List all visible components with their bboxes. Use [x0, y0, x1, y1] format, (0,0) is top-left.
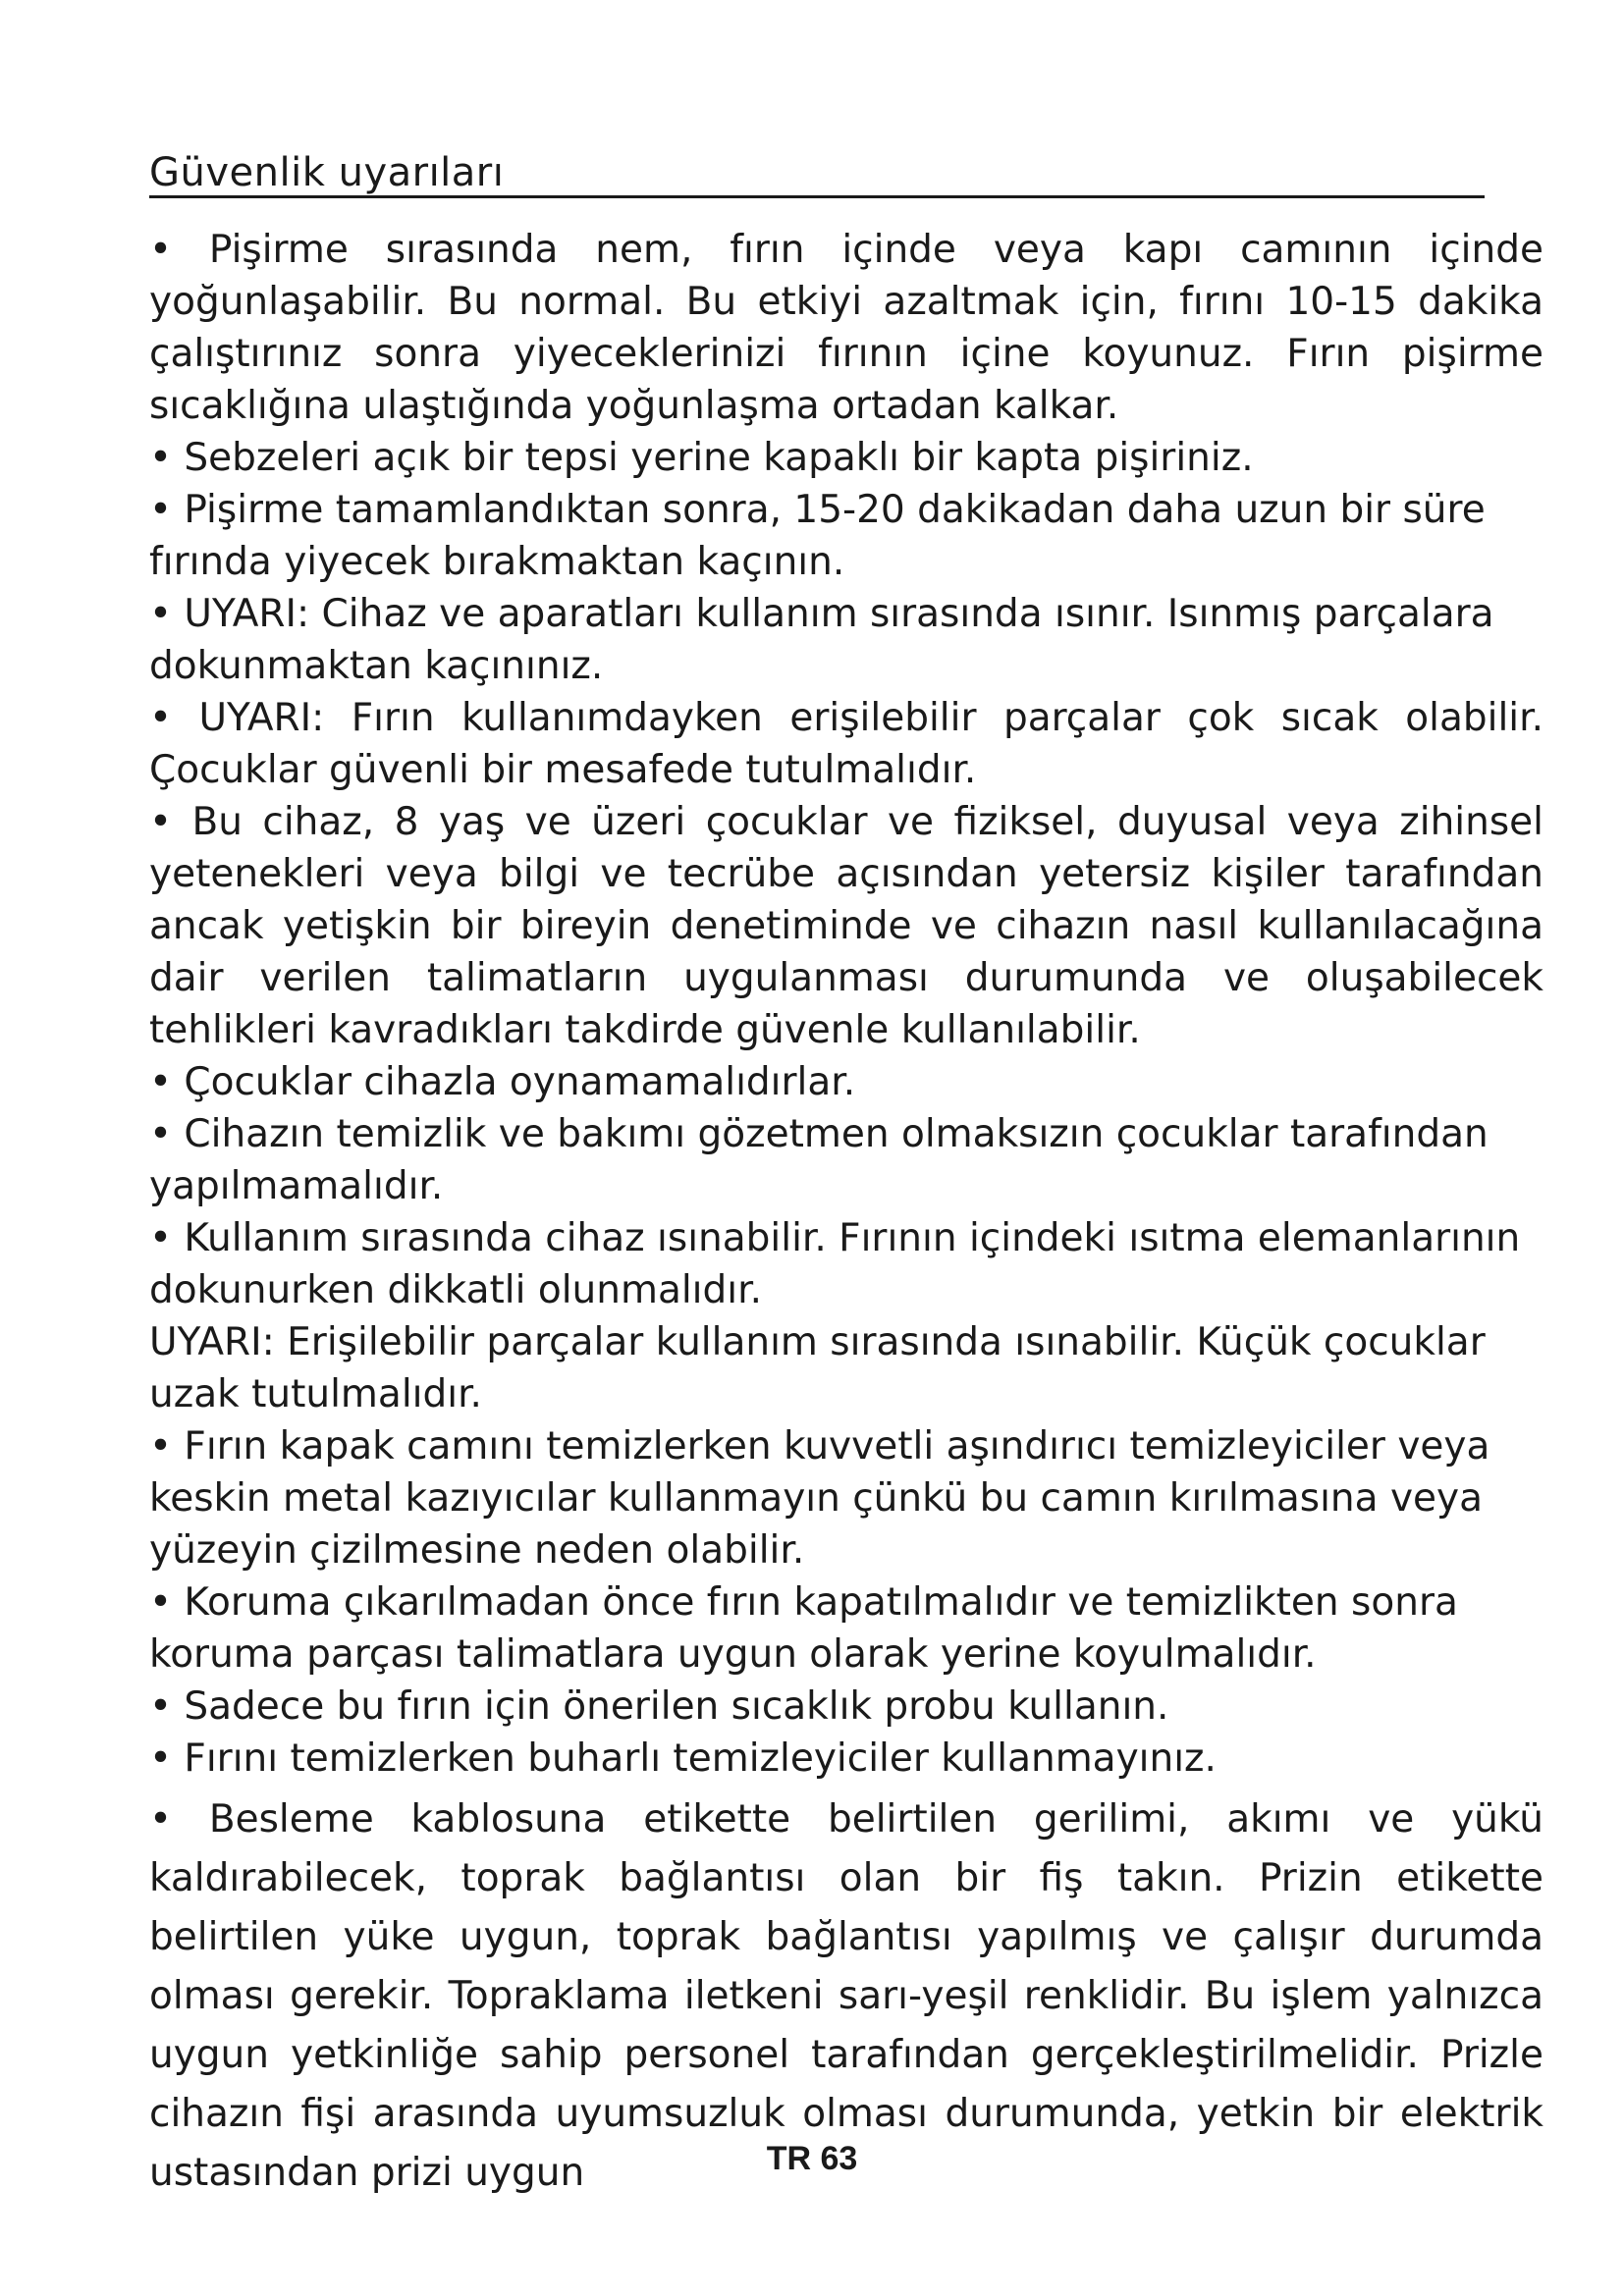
warning-temperature-probe: • Sadece bu fırın için önerilen sıcaklık probu kullanın.	[149, 1684, 1169, 1729]
safety-warnings-body	[149, 224, 1543, 2203]
warning-children-play: • Çocuklar cihazla oynamamalıdırlar.	[149, 1060, 856, 1104]
warning-covered-dish: • Sebzeleri açık bir tepsi yerine kapaklı bir kapta pişiriniz.	[149, 436, 1254, 480]
warning-condensation: • Pişirme sırasında nem, fırın içinde veya kapı camının içinde yoğunlaşabilir. Bu normal. Bu etkiyi azaltmak için, fırını 10-15 dakika çalıştırınız sonra yiyeceklerinizi fırının içine koyunuz. Fırın pişirme sıcaklığına ulaştığında yoğunlaşma ortadan kalkar.	[149, 228, 1543, 428]
warning-door-glass-cleaning: • Fırın kapak camını temizlerken kuvvetli aşındırıcı temizleyiciler veya keskin metal kazıyıcılar kullanmayın çünkü bu camın kırılmasına veya yüzeyin çizilmesine neden olabilir.	[149, 1424, 1490, 1573]
section-title: Güvenlik uyarıları	[149, 150, 505, 195]
warning-food-left-in-oven: • Pişirme tamamlandıktan sonra, 15-20 dakikadan daha uzun bir süre fırında yiyecek bırakmaktan kaçının.	[149, 488, 1486, 584]
page-number: TR 63	[766, 2140, 858, 2177]
warning-children-supervision: • Bu cihaz, 8 yaş ve üzeri çocuklar ve fiziksel, duyusal veya zihinsel yetenekleri veya bilgi ve tecrübe açısından yetersiz kişiler tarafından ancak yetişkin bir bireyin denetiminde ve cihazın nasıl kullanılacağına dair verilen talimatların uygulanması durumunda ve oluşabilecek tehlikleri kavradıkları takdirde güvenle kullanılabilir.	[149, 800, 1543, 1052]
title-underline	[149, 195, 1485, 198]
warning-keep-children-away: UYARI: Erişilebilir parçalar kullanım sırasında ısınabilir. Küçük çocuklar uzak tutulmalıdır.	[149, 1320, 1486, 1416]
warning-grounded-plug: • Besleme kablosuna etikette belirtilen gerilimi, akımı ve yükü kaldırabilecek, toprak bağlantısı olan bir fiş takın. Prizin etikette belirtilen yüke uygun, toprak bağlantısı yapılmış ve çalışır durumda olması gerekir. Topraklama iletkeni sarı-yeşil renklidir. Bu işlem yalnızca uygun yetkinliğe sahip personel tarafından gerçekleştirilmelidir. Prizle cihazın fişi arasında uyumsuzluk olması durumunda, yetkin bir elektrik ustasından prizi uygun	[149, 1797, 1543, 2195]
warning-guard-removal: • Koruma çıkarılmadan önce fırın kapatılmalıdır ve temizlikten sonra koruma parçası talimatlara uygun olarak yerine koyulmalıdır.	[149, 1580, 1458, 1677]
warning-accessible-parts-hot: • UYARI: Fırın kullanımdayken erişilebilir parçalar çok sıcak olabilir. Çocuklar güvenli bir mesafede tutulmalıdır.	[149, 696, 1543, 792]
warning-steam-cleaners: • Fırını temizlerken buharlı temizleyiciler kullanmayınız.	[149, 1736, 1217, 1781]
warning-heating-elements: • Kullanım sırasında cihaz ısınabilir. Fırının içindeki ısıtma elemanlarının dokunurken dikkatli olunmalıdır.	[149, 1216, 1521, 1312]
warning-hot-parts: • UYARI: Cihaz ve aparatları kullanım sırasında ısınır. Isınmış parçalara dokunmaktan kaçınınız.	[149, 592, 1494, 688]
warning-cleaning-by-children: • Cihazın temizlik ve bakımı gözetmen olmaksızın çocuklar tarafından yapılmamalıdır.	[149, 1112, 1489, 1208]
